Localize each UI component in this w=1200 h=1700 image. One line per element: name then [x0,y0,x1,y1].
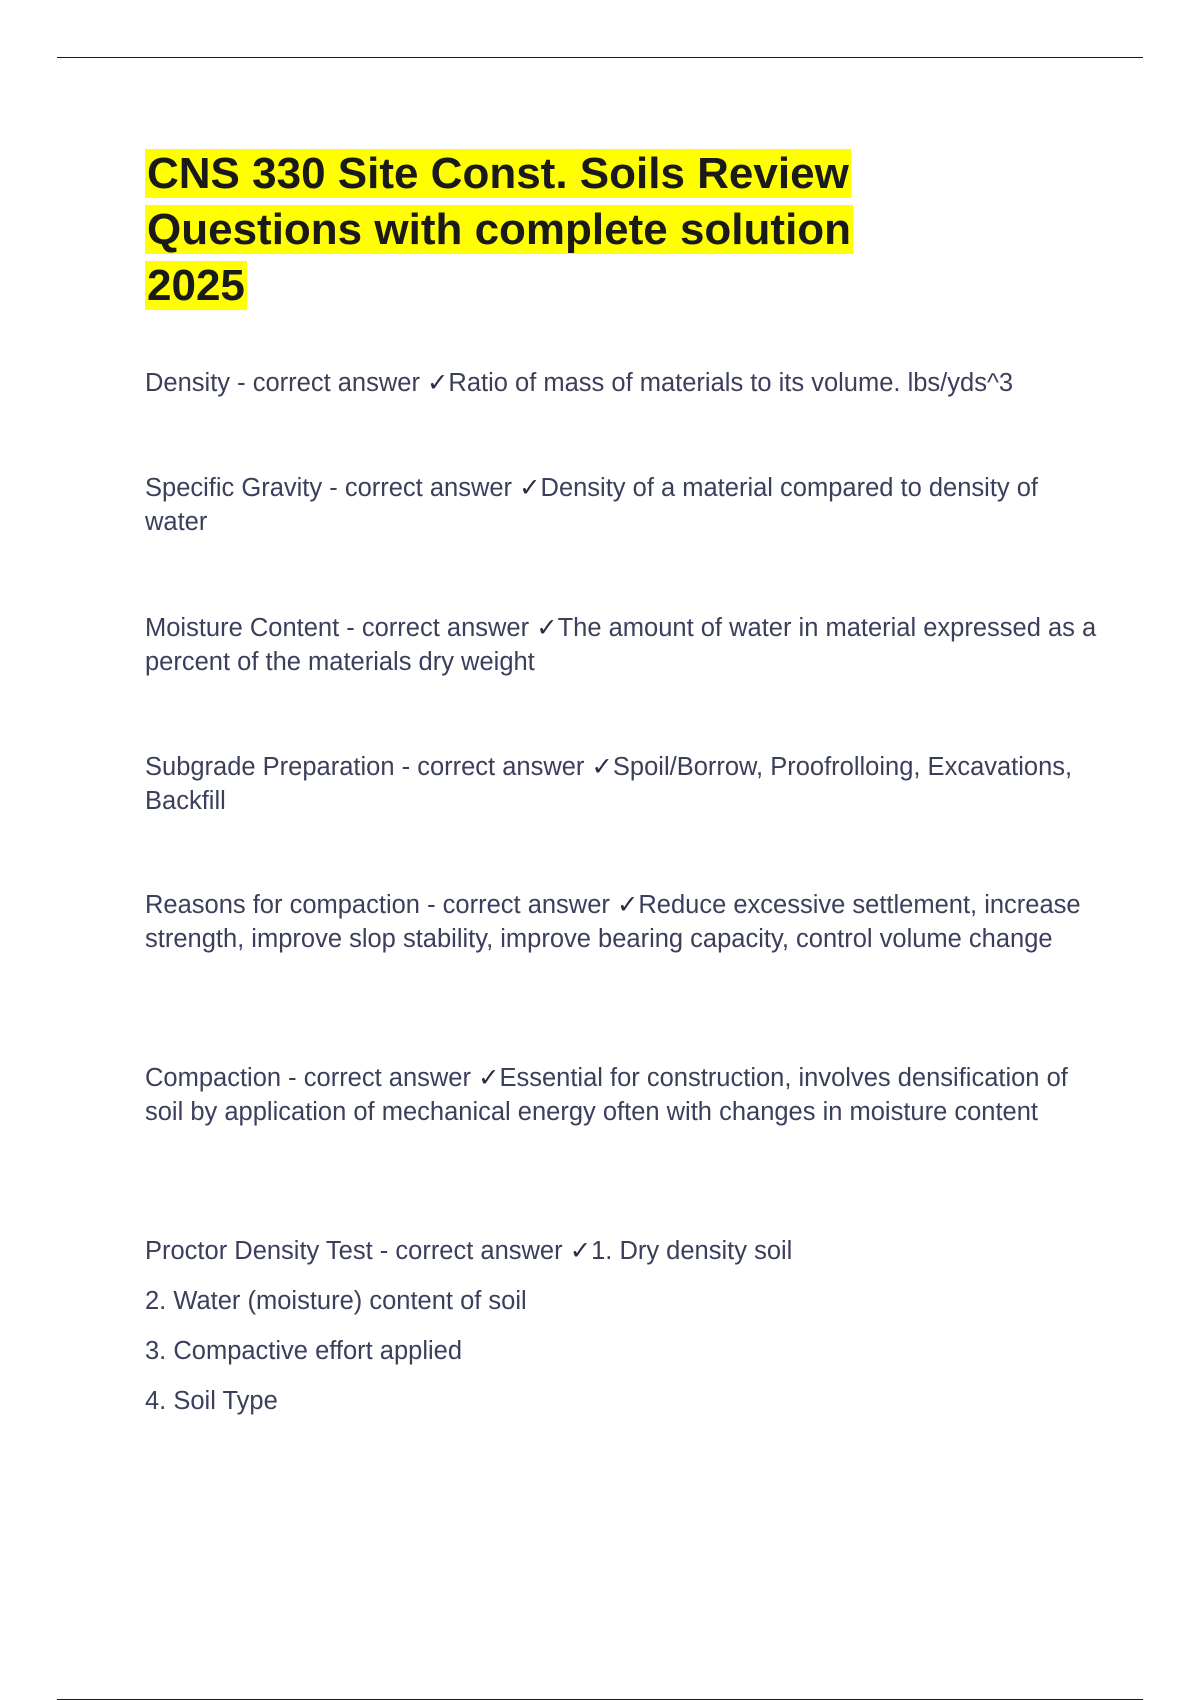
header-rule [57,57,1143,58]
answer-marker: correct answer [252,369,420,397]
qa-term: Reasons for compaction [145,891,420,919]
answer-marker: correct answer [417,753,585,781]
title-line-3: 2025 [147,261,245,310]
check-icon: ✓ [427,369,449,397]
check-icon: ✓ [536,614,558,642]
qa-term: Moisture Content [145,614,340,642]
check-icon: ✓ [591,753,613,781]
document-title [145,146,1085,314]
answer-marker: correct answer [361,614,530,642]
qa-term: Subgrade Preparation [145,753,395,781]
list-item: 3. Compactive effort applied [145,1337,463,1365]
document-title-block [145,146,1085,314]
title-line-1: CNS 330 Site Const. Soils Review [147,149,849,198]
qa-answer: 1. Dry density soil [591,1237,793,1265]
qa-item-reasons-for-compaction: Reasons for compaction - correct answer ✓Reduce excessive settlement, increase strength, improve slop stability, improve bearing capacity, control volume change [145,891,1081,953]
check-icon: ✓ [478,1064,500,1092]
qa-answer: The amount of water in material expressed as a percent of the materials dry weight [145,614,1097,676]
qa-answer: Density of a material compared to density of water [145,474,1039,536]
check-icon: ✓ [519,474,541,502]
qa-item-moisture-content: Moisture Content - correct answer ✓The amount of water in material expressed as a percent of the materials dry weight [145,614,1097,676]
qa-item-specific-gravity: Specific Gravity - correct answer ✓Density of a material compared to density of water [145,474,1039,536]
title-line-2: Questions with complete solution [147,205,852,254]
qa-answer: Spoil/Borrow, Proofrolloing, Excavations, Backfill [145,753,1073,815]
qa-answer: Essential for construction, involves densification of soil by application of mechanical energy often with changes in moisture content [145,1064,1068,1126]
qa-term: Compaction [145,1064,282,1092]
answer-marker: correct answer [303,1064,471,1092]
answer-marker: correct answer [344,474,513,502]
answer-marker: correct answer [442,891,610,919]
check-icon: ✓ [617,891,639,919]
qa-term: Specific Gravity [145,474,323,502]
answer-marker: correct answer [395,1237,563,1265]
qa-answer: Reduce excessive settlement, increase strength, improve slop stability, improve bearing capacity, control volume change [145,891,1081,953]
qa-item-proctor-density-test: Proctor Density Test - correct answer ✓1. Dry density soil 2. Water (moisture) content of soil 3. Compactive effort applied 4. Soil Type [145,1234,1105,1418]
qa-answer: Ratio of mass of materials to its volume. lbs/yds^3 [448,369,1014,397]
qa-item-compaction: Compaction - correct answer ✓Essential for construction, involves densification of soil by application of mechanical energy often with changes in moisture content [145,1064,1068,1126]
qa-item-density: Density - correct answer ✓Ratio of mass of materials to its volume. lbs/yds^3 [145,369,1014,397]
check-icon: ✓ [569,1237,592,1265]
qa-term: Density [145,369,231,397]
list-item: 2. Water (moisture) content of soil [145,1287,527,1315]
list-item: 4. Soil Type [145,1387,278,1415]
qa-term: Proctor Density Test [145,1237,373,1265]
qa-item-subgrade-preparation: Subgrade Preparation - correct answer ✓Spoil/Borrow, Proofrolloing, Excavations, Backfill [145,753,1073,815]
